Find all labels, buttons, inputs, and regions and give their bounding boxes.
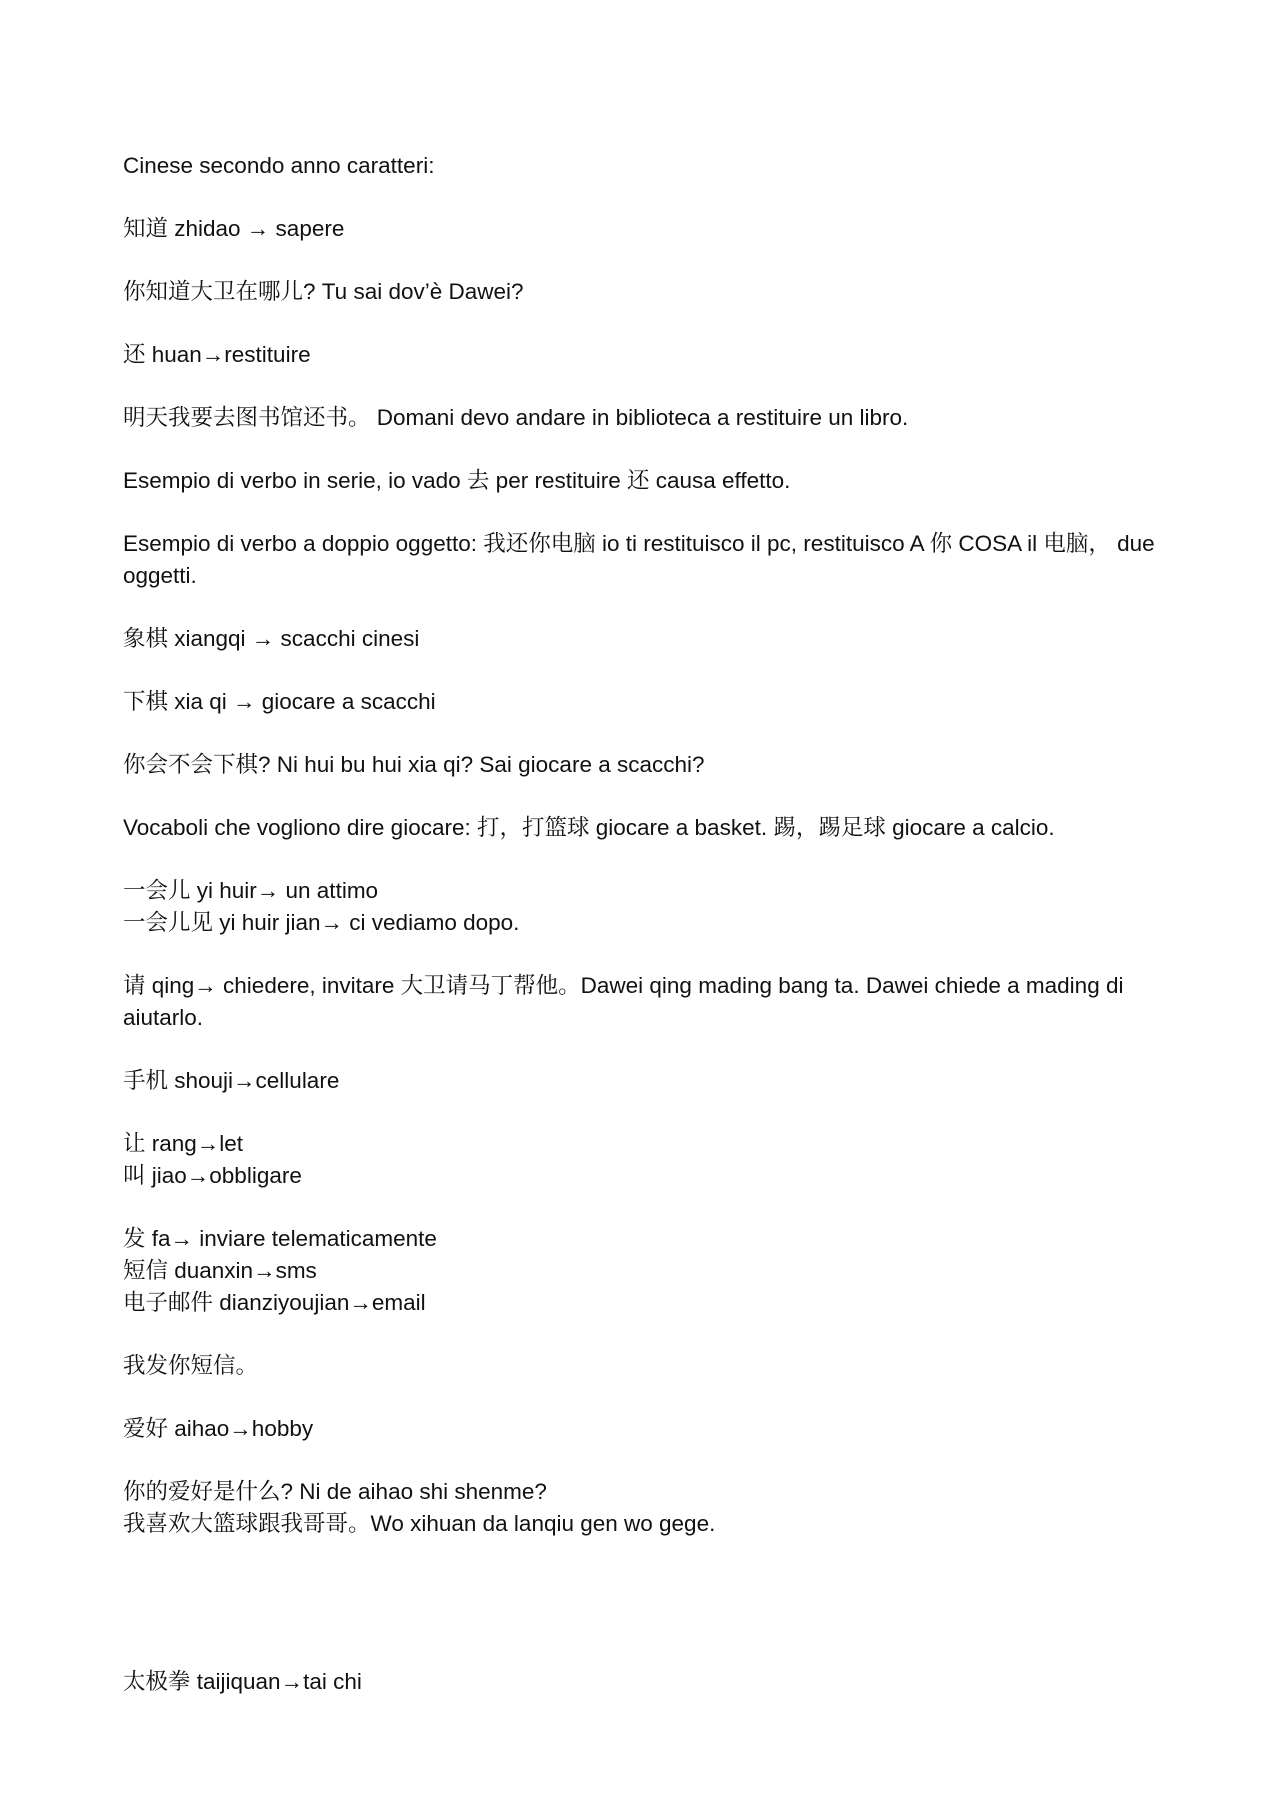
text-line: 请 qing→ chiedere, invitare 大卫请马丁帮他。Dawei qing mading bang ta. Dawei chiede a mading di aiutarlo. bbox=[123, 973, 1124, 1030]
text-line: 电子邮件 dianziyoujian→email bbox=[123, 1290, 426, 1315]
text-line: 你知道大卫在哪儿? Tu sai dov’è Dawei? bbox=[123, 279, 524, 304]
paragraph bbox=[123, 970, 1183, 1034]
text-line: 你的爱好是什么? Ni de aihao shi shenme? bbox=[123, 1479, 547, 1504]
paragraph bbox=[123, 1223, 1183, 1319]
text-line: 爱好 aihao→hobby bbox=[123, 1416, 314, 1441]
text-line: Esempio di verbo in serie, io vado 去 per restituire 还 causa effetto. bbox=[123, 468, 791, 493]
paragraph bbox=[123, 875, 1183, 939]
paragraph bbox=[123, 1350, 1183, 1382]
paragraph bbox=[123, 150, 1183, 182]
paragraph bbox=[123, 465, 1183, 497]
paragraph bbox=[123, 1476, 1183, 1540]
text-line: 短信 duanxin→sms bbox=[123, 1258, 317, 1283]
text-line: 你会不会下棋? Ni hui bu hui xia qi? Sai giocare a scacchi? bbox=[123, 752, 705, 777]
text-line: 下棋 xia qi → giocare a scacchi bbox=[123, 689, 436, 714]
paragraph bbox=[123, 686, 1183, 718]
paragraph bbox=[123, 528, 1183, 592]
document-page bbox=[123, 150, 1183, 1698]
text-line: Esempio di verbo a doppio oggetto: 我还你电脑 io ti restituisco il pc, restituisco A 你 COSA il 电脑， due oggetti. bbox=[123, 531, 1155, 588]
text-line: Vocaboli che vogliono dire giocare: 打，打篮球 giocare a basket. 踢，踢足球 giocare a calcio. bbox=[123, 815, 1055, 840]
paragraph bbox=[123, 1065, 1183, 1097]
text-line: 知道 zhidao → sapere bbox=[123, 216, 345, 241]
text-line: 还 huan→restituire bbox=[123, 342, 311, 367]
text-line: 我喜欢大篮球跟我哥哥。Wo xihuan da lanqiu gen wo gege. bbox=[123, 1511, 716, 1536]
text-line: 明天我要去图书馆还书。 Domani devo andare in biblioteca a restituire un libro. bbox=[123, 405, 909, 430]
text-line: 我发你短信。 bbox=[123, 1353, 259, 1378]
text-line: 手机 shouji→cellulare bbox=[123, 1068, 340, 1093]
paragraph bbox=[123, 339, 1183, 371]
text-line: 一会儿 yi huir→ un attimo bbox=[123, 878, 379, 903]
text-line: 象棋 xiangqi → scacchi cinesi bbox=[123, 626, 420, 651]
paragraph bbox=[123, 812, 1183, 844]
paragraph bbox=[123, 1128, 1183, 1192]
text-line: 发 fa→ inviare telematicamente bbox=[123, 1226, 437, 1251]
paragraph bbox=[123, 623, 1183, 655]
paragraph bbox=[123, 213, 1183, 245]
blank-space bbox=[123, 1571, 1183, 1666]
text-line: 叫 jiao→obbligare bbox=[123, 1163, 302, 1188]
text-line: 让 rang→let bbox=[123, 1131, 244, 1156]
text-line: 一会儿见 yi huir jian→ ci vediamo dopo. bbox=[123, 910, 520, 935]
paragraph bbox=[123, 749, 1183, 781]
paragraph bbox=[123, 402, 1183, 434]
paragraph bbox=[123, 1413, 1183, 1445]
text-line: Cinese secondo anno caratteri: bbox=[123, 153, 435, 178]
paragraph bbox=[123, 276, 1183, 308]
text-line: 太极拳 taijiquan→tai chi bbox=[123, 1669, 362, 1694]
